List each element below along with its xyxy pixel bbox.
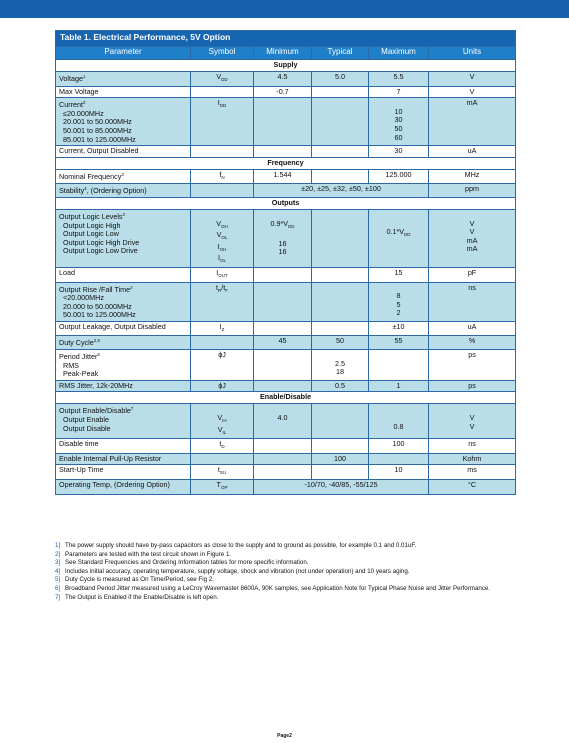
op-temp-values: -10/70, -40/85, -55/125 bbox=[254, 480, 429, 495]
param-cell: Max Voltage bbox=[56, 86, 191, 98]
param-cell bbox=[56, 282, 191, 321]
typ-cell bbox=[312, 465, 369, 480]
max-cell: ±10 bbox=[369, 321, 429, 336]
footnote-number: 1] bbox=[55, 542, 61, 549]
min-cell bbox=[254, 439, 312, 454]
footnote bbox=[55, 559, 560, 568]
min-cell bbox=[254, 404, 312, 439]
symbol-sub: OL bbox=[221, 235, 228, 241]
footnote-text: See Standard Frequencies and Ordering Information tables for more specific information. bbox=[65, 559, 309, 567]
typ-cell: 5.0 bbox=[312, 72, 369, 87]
unit-value: mA bbox=[466, 235, 478, 245]
max-cell: 100 bbox=[369, 439, 429, 454]
min-value: 0.9*V bbox=[270, 218, 289, 228]
max-cell bbox=[369, 209, 429, 267]
min-cell: 4.5 bbox=[254, 72, 312, 87]
sub-param: 50.001 to 125.000MHz bbox=[63, 310, 136, 320]
max-cell: 7 bbox=[369, 86, 429, 98]
unit-cell bbox=[429, 404, 516, 439]
param-label: Nominal Frequency bbox=[59, 171, 122, 181]
symbol-sub: OUT bbox=[218, 272, 228, 278]
symbol-text: I bbox=[217, 98, 220, 108]
typ-cell bbox=[312, 146, 369, 158]
max-value: 10 bbox=[394, 106, 403, 116]
min-cell: 45 bbox=[254, 336, 312, 350]
footnote-number: 2] bbox=[55, 550, 61, 558]
table-row bbox=[56, 380, 516, 392]
symbol-text: I bbox=[217, 241, 220, 251]
symbol-cell bbox=[191, 336, 254, 350]
footnote-number: 5] bbox=[55, 576, 61, 584]
min-value-sub: DD bbox=[288, 223, 295, 229]
symbol-cell bbox=[191, 98, 254, 146]
symbol-text: /t bbox=[221, 282, 226, 292]
footnote-number: 3] bbox=[55, 559, 61, 567]
footnote-text: Parameters are tested with the test circuit shown in Figure 1. bbox=[65, 550, 232, 558]
footnote bbox=[55, 594, 560, 603]
footnote-ref: 2 bbox=[130, 284, 133, 290]
max-value: 30 bbox=[394, 115, 403, 125]
max-value: 8 bbox=[396, 291, 401, 301]
param-label: Current bbox=[59, 100, 83, 110]
footnote bbox=[55, 568, 560, 577]
sub-param: Output Logic Low bbox=[63, 229, 119, 239]
symbol-sub: Z bbox=[221, 326, 225, 332]
typ-cell bbox=[312, 267, 369, 282]
symbol-cell bbox=[191, 404, 254, 439]
symbol-cell bbox=[191, 282, 254, 321]
table-title-row bbox=[56, 31, 516, 47]
electrical-performance-table bbox=[55, 30, 516, 495]
param-cell bbox=[56, 336, 191, 350]
section-row bbox=[56, 392, 516, 404]
param-label: Output Enable/Disable bbox=[59, 406, 131, 416]
typ-cell bbox=[312, 209, 369, 267]
sub-param: Output Logic Low Drive bbox=[63, 246, 138, 256]
param-cell: Current, Output Disabled bbox=[56, 146, 191, 158]
param-label: Output Logic Levels bbox=[59, 211, 123, 221]
min-value: 16 bbox=[278, 247, 287, 257]
symbol-cell bbox=[191, 480, 254, 495]
sub-param: <20.000MHz bbox=[63, 293, 104, 303]
param-cell: Output Leakage, Output Disabled bbox=[56, 321, 191, 336]
unit-value: mA bbox=[466, 244, 478, 254]
unit-cell: uA bbox=[429, 321, 516, 336]
symbol-sub: OL bbox=[219, 258, 226, 264]
symbol-sub: N bbox=[221, 174, 225, 180]
symbol-text: t bbox=[216, 282, 218, 292]
table-row bbox=[56, 267, 516, 282]
footnote-ref: 2 bbox=[82, 100, 86, 106]
table-row bbox=[56, 282, 516, 321]
symbol-cell bbox=[191, 267, 254, 282]
min-cell bbox=[254, 380, 312, 392]
symbol-sub: OH bbox=[219, 246, 227, 252]
unit-value: V bbox=[469, 218, 475, 228]
footnote-ref: 7 bbox=[130, 406, 134, 412]
footnote bbox=[55, 542, 560, 551]
sub-param: Peak-Peak bbox=[63, 369, 99, 379]
symbol-text: t bbox=[219, 439, 222, 449]
header-symbol: Symbol bbox=[191, 47, 254, 60]
footnote bbox=[55, 576, 560, 585]
top-banner bbox=[0, 0, 569, 18]
typ-cell bbox=[312, 350, 369, 381]
unit-cell: °C bbox=[429, 480, 516, 495]
table-row bbox=[56, 480, 516, 495]
symbol-cell bbox=[191, 453, 254, 465]
symbol-sub: OH bbox=[221, 223, 228, 229]
unit-cell: ms bbox=[429, 465, 516, 480]
param-cell bbox=[56, 209, 191, 267]
symbol-sub: R bbox=[218, 287, 222, 293]
footnote-text: Includes initial accuracy, operating temperature, supply voltage, shock and vibration (not under operation) and 10 years aging. bbox=[65, 567, 410, 575]
footnote-ref: 6 bbox=[97, 352, 100, 358]
footnote-number: 4] bbox=[55, 567, 61, 575]
param-label: Duty Cycle bbox=[59, 338, 94, 348]
symbol-sub: DD bbox=[221, 77, 228, 82]
table-row bbox=[56, 404, 516, 439]
section-frequency: Frequency bbox=[56, 157, 516, 169]
footnote-ref: 3 bbox=[121, 171, 124, 177]
unit-value: V bbox=[469, 413, 475, 423]
unit-cell: MHz bbox=[429, 169, 516, 184]
unit-cell: ps bbox=[429, 350, 516, 381]
max-cell bbox=[369, 350, 429, 381]
table-row bbox=[56, 184, 516, 198]
footnote-ref: 2,5 bbox=[93, 338, 101, 344]
param-label: Period Jitter bbox=[59, 352, 98, 362]
max-cell: 55 bbox=[369, 336, 429, 350]
table-row bbox=[56, 209, 516, 267]
section-outputs: Outputs bbox=[56, 197, 516, 209]
symbol-text: V bbox=[216, 230, 222, 240]
table-row bbox=[56, 465, 516, 480]
param-cell: Enable Internal Pull-Up Resistor bbox=[56, 453, 191, 465]
table-row bbox=[56, 146, 516, 158]
symbol-sub: SU bbox=[219, 470, 227, 476]
sub-param: Output Disable bbox=[63, 423, 111, 433]
param-label: Stability bbox=[59, 186, 85, 196]
max-cell bbox=[369, 453, 429, 465]
min-cell bbox=[254, 321, 312, 336]
symbol-sub: IH bbox=[222, 418, 227, 424]
max-value: 0.1*V bbox=[386, 227, 405, 237]
unit-cell: ns bbox=[429, 282, 516, 321]
unit-cell: % bbox=[429, 336, 516, 350]
symbol-text: V bbox=[217, 424, 223, 434]
max-value: 5 bbox=[396, 299, 401, 309]
section-enable-disable: Enable/Disable bbox=[56, 392, 516, 404]
param-cell bbox=[56, 404, 191, 439]
max-cell bbox=[369, 404, 429, 439]
symbol-cell bbox=[191, 209, 254, 267]
header-parameter: Parameter bbox=[56, 47, 191, 60]
footnote-text: The Output is Enabled if the Enable/Disable is left open. bbox=[65, 593, 219, 601]
param-cell bbox=[56, 350, 191, 381]
symbol-cell bbox=[191, 146, 254, 158]
table-title: Table 1. Electrical Performance, 5V Option bbox=[56, 31, 516, 47]
sub-param: 20.001 to 50.000MHz bbox=[63, 117, 132, 127]
table-row bbox=[56, 439, 516, 454]
param-label-suffix: , (Ordering Option) bbox=[86, 186, 147, 196]
typ-cell bbox=[312, 86, 369, 98]
footnote bbox=[55, 585, 560, 594]
header-typical: Typical bbox=[312, 47, 369, 60]
max-cell: 125.000 bbox=[369, 169, 429, 184]
typ-value: 18 bbox=[336, 367, 344, 377]
symbol-text: I bbox=[216, 267, 219, 277]
section-row bbox=[56, 197, 516, 209]
symbol-cell bbox=[191, 86, 254, 98]
typ-cell bbox=[312, 321, 369, 336]
table-row bbox=[56, 453, 516, 465]
max-value: 60 bbox=[394, 132, 403, 142]
footnote-ref: 2 bbox=[122, 211, 126, 217]
param-cell: RMS Jitter, 12k-20MHz bbox=[56, 380, 191, 392]
max-value-sub: DD bbox=[404, 232, 411, 238]
table-row bbox=[56, 321, 516, 336]
page-number: Page2 bbox=[277, 733, 292, 739]
symbol-cell bbox=[191, 169, 254, 184]
symbol-text: t bbox=[217, 465, 220, 475]
symbol-text: f bbox=[219, 169, 222, 179]
min-cell bbox=[254, 209, 312, 267]
sub-param: 20.000 to 50.000MHz bbox=[63, 301, 132, 311]
unit-cell: V bbox=[429, 72, 516, 87]
header-minimum: Minimum bbox=[254, 47, 312, 60]
min-cell bbox=[254, 267, 312, 282]
unit-cell: ppm bbox=[429, 184, 516, 198]
max-cell: 30 bbox=[369, 146, 429, 158]
min-cell: 1.544 bbox=[254, 169, 312, 184]
symbol-sub: F bbox=[225, 287, 228, 293]
stability-values: ±20, ±25, ±32, ±50, ±100 bbox=[254, 184, 429, 198]
param-cell bbox=[56, 72, 191, 87]
sub-param: Output Enable bbox=[63, 415, 109, 425]
header-maximum: Maximum bbox=[369, 47, 429, 60]
footnote-ref: 1 bbox=[82, 74, 86, 79]
param-label: Output Rise /Fall Time bbox=[59, 284, 131, 294]
param-cell bbox=[56, 184, 191, 198]
footnote-text: The power supply should have by-pass capacitors as close to the supply and to ground as possible, for example 0.1 and 0.01uF. bbox=[65, 542, 417, 549]
min-cell bbox=[254, 350, 312, 381]
symbol-cell bbox=[191, 465, 254, 480]
section-supply: Supply bbox=[56, 60, 516, 72]
typ-cell: 0.5 bbox=[312, 380, 369, 392]
min-cell bbox=[254, 465, 312, 480]
symbol-sub: D bbox=[221, 444, 225, 450]
typ-cell bbox=[312, 439, 369, 454]
typ-cell bbox=[312, 169, 369, 184]
param-cell: Load bbox=[56, 267, 191, 282]
min-cell bbox=[254, 453, 312, 465]
symbol-sub: OP bbox=[220, 485, 228, 490]
footnote-ref: 4 bbox=[84, 186, 87, 192]
table-row bbox=[56, 86, 516, 98]
symbol-text: I bbox=[219, 321, 222, 331]
min-cell bbox=[254, 98, 312, 146]
unit-cell bbox=[429, 209, 516, 267]
symbol-text: T bbox=[216, 480, 221, 489]
symbol-cell: ϕJ bbox=[191, 380, 254, 392]
sub-param: Output Logic High bbox=[63, 220, 121, 230]
symbol-text: V bbox=[216, 218, 222, 228]
section-row bbox=[56, 157, 516, 169]
sub-param: Output Logic High Drive bbox=[63, 237, 140, 247]
symbol-text: V bbox=[216, 72, 222, 81]
typ-value: 2.5 bbox=[335, 358, 345, 368]
typ-cell bbox=[312, 98, 369, 146]
max-cell bbox=[369, 282, 429, 321]
unit-value: V bbox=[469, 227, 475, 237]
max-cell: 1 bbox=[369, 380, 429, 392]
param-cell: Operating Temp, (Ordering Option) bbox=[56, 480, 191, 495]
symbol-text: V bbox=[217, 413, 223, 423]
param-cell bbox=[56, 98, 191, 146]
sub-param: 50.001 to 85.000MHz bbox=[63, 125, 132, 135]
table-row bbox=[56, 98, 516, 146]
symbol-cell bbox=[191, 184, 254, 198]
typ-cell: 100 bbox=[312, 453, 369, 465]
symbol-cell bbox=[191, 72, 254, 87]
table-row bbox=[56, 72, 516, 87]
footnote-number: 6] bbox=[55, 584, 61, 592]
footnote-text: Broadband Period Jitter measured using a LeCroy Wavemaster 8600A, 90K samples, see Application Note for Typical Phase Noise and Jitter Performance. bbox=[65, 584, 491, 592]
symbol-sub: IL bbox=[222, 429, 227, 435]
max-value: 2 bbox=[396, 308, 401, 318]
symbol-cell bbox=[191, 321, 254, 336]
min-cell bbox=[254, 146, 312, 158]
max-value: 50 bbox=[394, 123, 403, 133]
footnote-number: 7] bbox=[55, 593, 61, 601]
min-cell: -0.7 bbox=[254, 86, 312, 98]
unit-value: V bbox=[469, 421, 475, 431]
symbol-text: I bbox=[217, 253, 220, 263]
footnote-text: Duty Cycle is measured as On Time/Period, see Fig 2. bbox=[65, 576, 214, 584]
param-cell: Disable time bbox=[56, 439, 191, 454]
sub-param: RMS bbox=[63, 360, 79, 370]
param-label: Voltage bbox=[59, 74, 83, 83]
param-cell bbox=[56, 169, 191, 184]
table-row bbox=[56, 336, 516, 350]
header-units: Units bbox=[429, 47, 516, 60]
typ-cell: 50 bbox=[312, 336, 369, 350]
unit-cell: V bbox=[429, 86, 516, 98]
min-value: 16 bbox=[278, 238, 287, 248]
typ-cell bbox=[312, 282, 369, 321]
symbol-sub: DD bbox=[219, 103, 227, 109]
max-cell bbox=[369, 98, 429, 146]
header-row bbox=[56, 47, 516, 60]
table-row bbox=[56, 350, 516, 381]
sub-param: ≤20.000MHz bbox=[63, 108, 104, 118]
max-value: 0.8 bbox=[393, 421, 404, 431]
param-cell: Start-Up Time bbox=[56, 465, 191, 480]
sub-param: 85.001 to 125.000MHz bbox=[63, 134, 136, 144]
table-row bbox=[56, 169, 516, 184]
unit-cell: mA bbox=[429, 98, 516, 146]
unit-cell: Kohm bbox=[429, 453, 516, 465]
max-cell: 15 bbox=[369, 267, 429, 282]
unit-cell: ps bbox=[429, 380, 516, 392]
symbol-cell bbox=[191, 439, 254, 454]
section-row bbox=[56, 60, 516, 72]
unit-cell: uA bbox=[429, 146, 516, 158]
max-cell: 10 bbox=[369, 465, 429, 480]
symbol-cell: ϕJ bbox=[191, 350, 254, 381]
footnotes bbox=[55, 542, 560, 602]
min-value: 4.0 bbox=[277, 413, 288, 423]
unit-cell: ns bbox=[429, 439, 516, 454]
min-cell bbox=[254, 282, 312, 321]
unit-cell: pF bbox=[429, 267, 516, 282]
footnote bbox=[55, 551, 560, 560]
max-cell: 5.5 bbox=[369, 72, 429, 87]
typ-cell bbox=[312, 404, 369, 439]
